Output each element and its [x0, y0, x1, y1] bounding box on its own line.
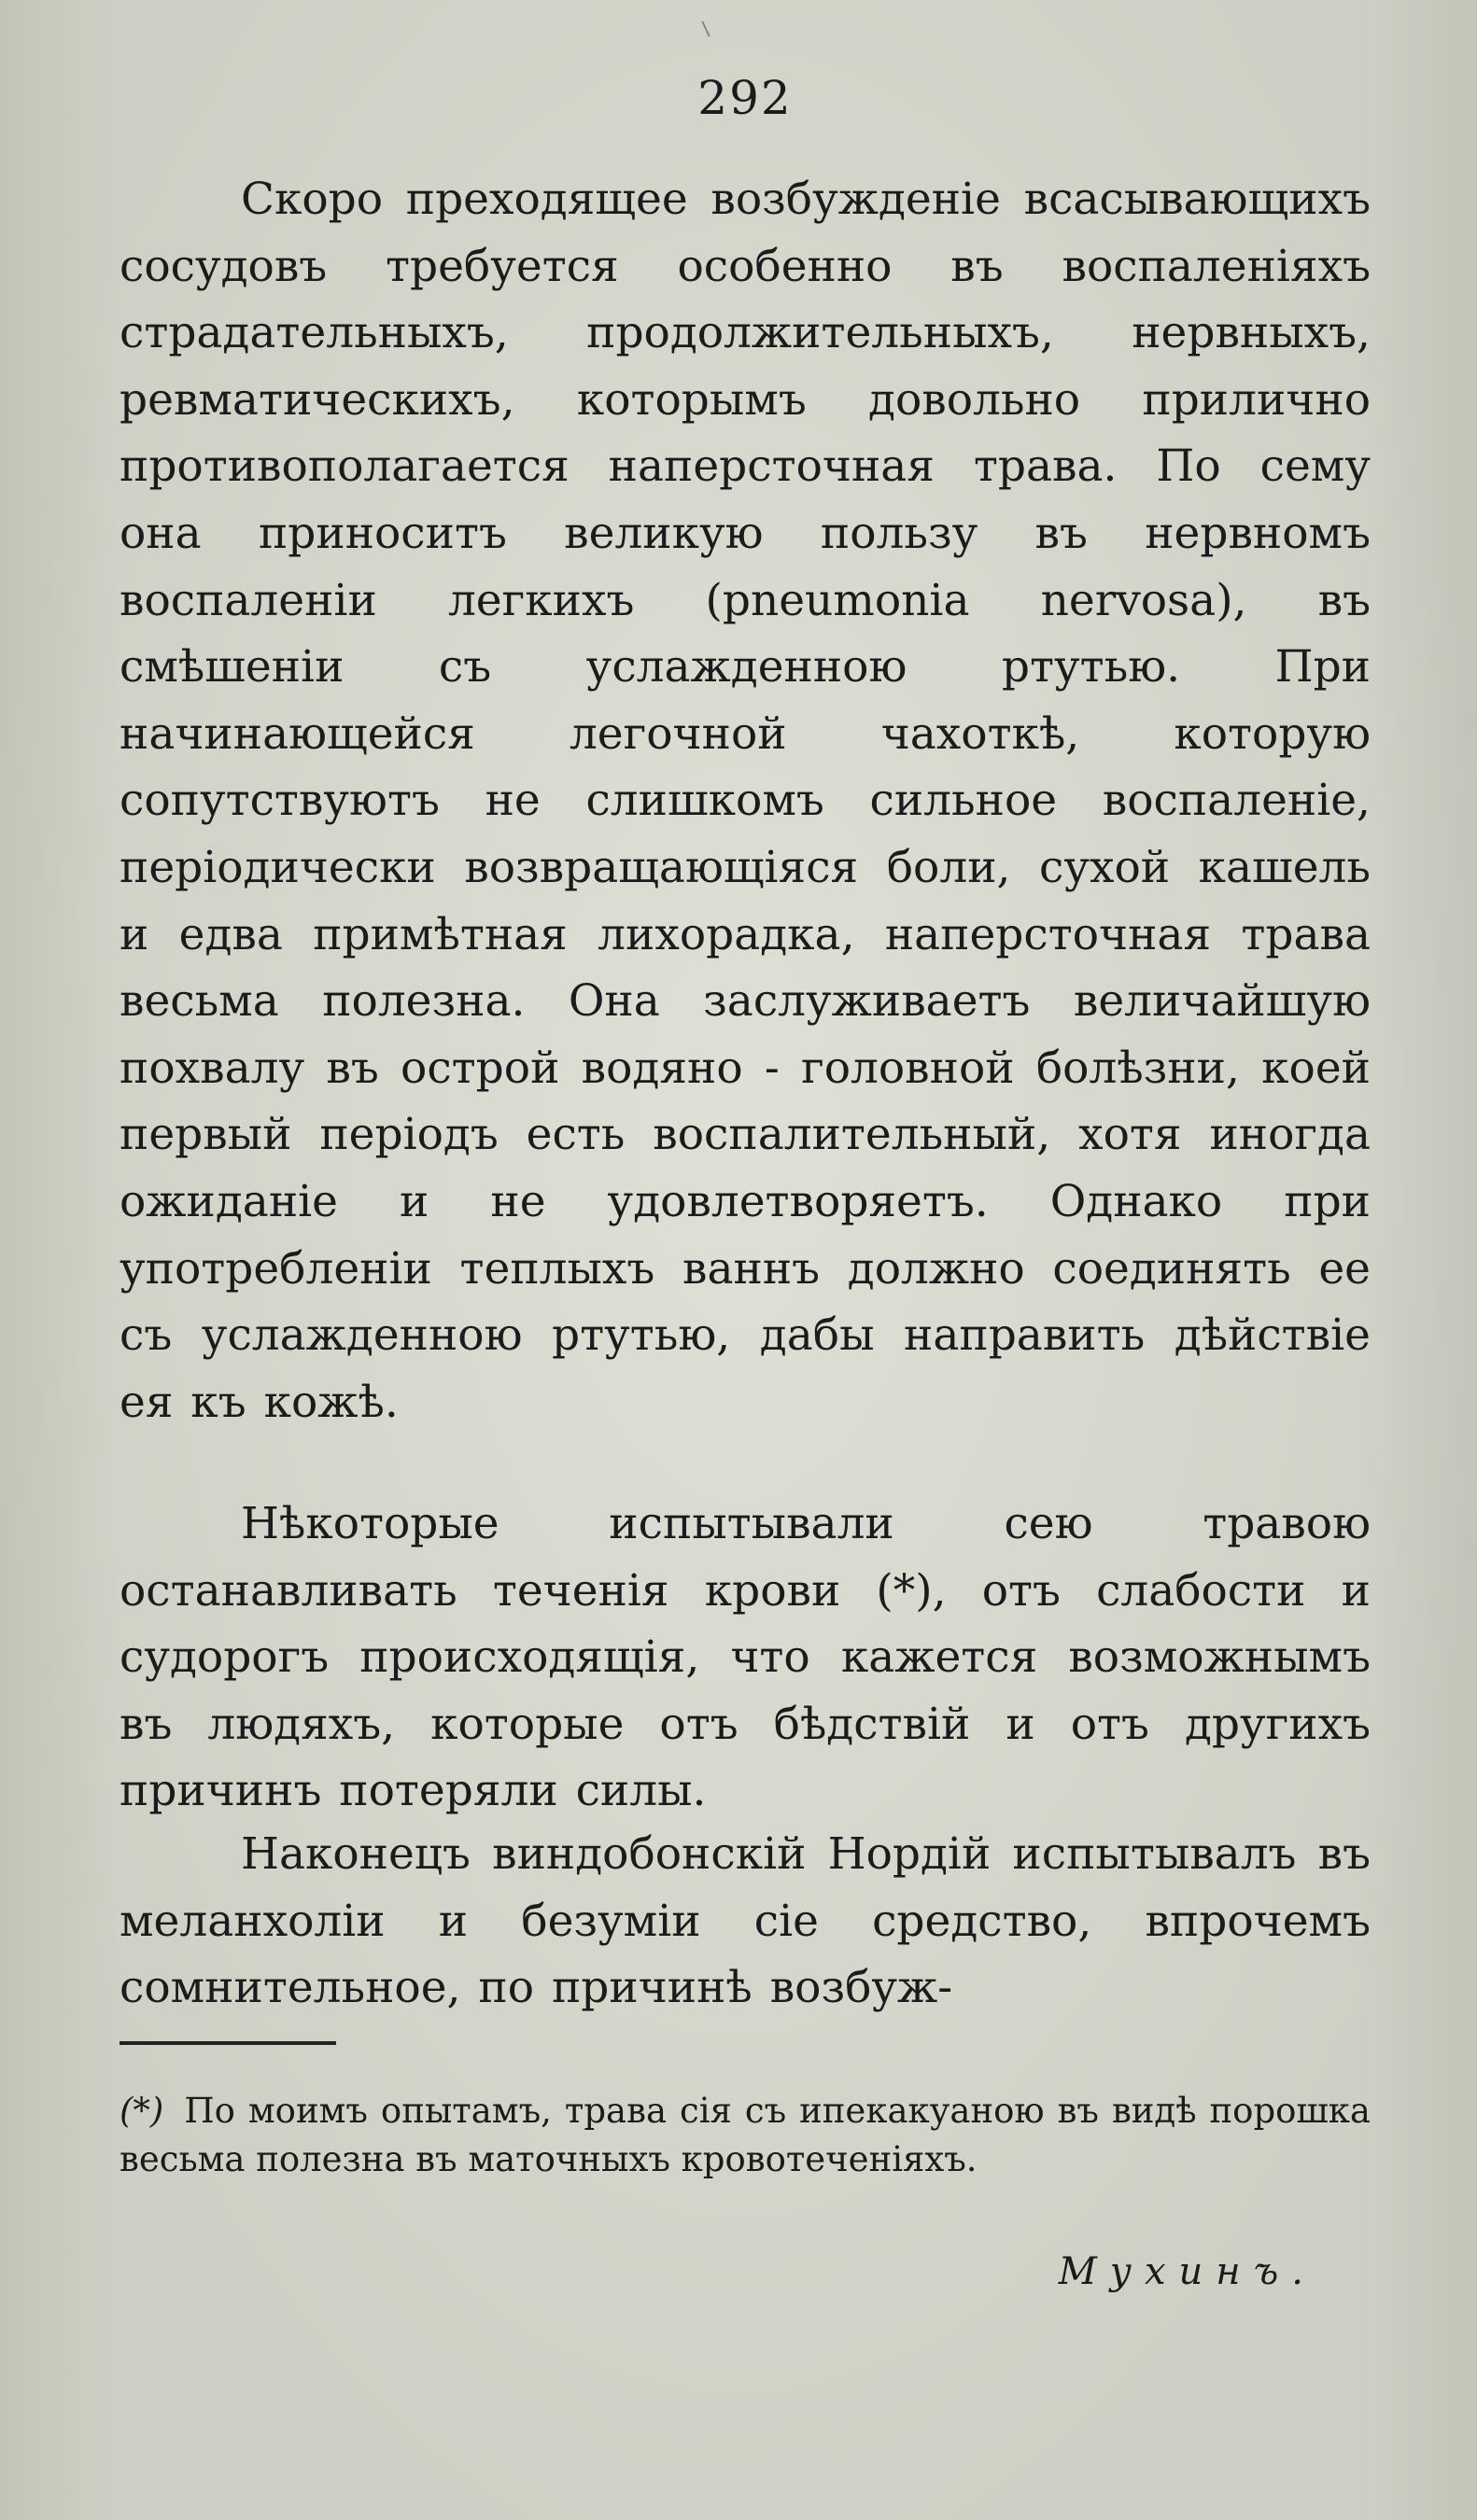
- body-paragraph: Наконецъ виндобонскій Нордій испытывалъ въ меланхоліи и безуміи сіе средство, впрочемъ сомнительное, по причинѣ возбуж-: [120, 1828, 1371, 2014]
- footnote-signature: Мухинъ.: [1058, 2250, 1316, 2293]
- footnote-marker: (*): [120, 2091, 164, 2131]
- footnote-text: По моимъ опытамъ, трава сія съ ипекакуаною въ видѣ порошка весьма полезна въ маточныхъ кровотеченіяхъ.: [120, 2091, 1371, 2179]
- stray-mark: [701, 21, 710, 36]
- footnote: [120, 2087, 1371, 2184]
- body-paragraph: Скоро преходящее возбужденіе всасывающихъ сосудовъ требуется особенно въ воспаленіяхъ страдательныхъ, продолжительныхъ, нервныхъ, ревматическихъ, которымъ довольно прилично противополагается наперсточная трава. По сему она приноситъ великую пользу въ нервномъ воспаленіи легкихъ (pneumonia nervosa), въ смѣшеніи съ услажденною ртутью. При начинающейся легочной чахоткѣ, которую сопутствуютъ не слишкомъ сильное воспаленіе, періодически возвращающіяся боли, сухой кашель и едва примѣтная лихорадка, наперсточная трава весьма полезна. Она заслуживаетъ величайшую похвалу въ острой водяно - головной болѣзни, коей первый періодъ есть воспалительный, хотя иногда ожиданіе и не удовлетворяетъ. Однако при употребленіи теплыхъ ваннъ должно соединять ее съ услажденною ртутью, дабы направить дѣйствіе ея къ кожѣ.: [120, 174, 1371, 1428]
- page-number: 292: [697, 71, 793, 125]
- body-paragraph: Нѣкоторые испытывали сею травою останавливать теченія крови (*), отъ слабости и судорогъ происходящія, что кажется возможнымъ въ людяхъ, которые отъ бѣдствій и отъ другихъ причинъ потеряли силы.: [120, 1498, 1371, 1817]
- footnote-divider: [120, 2041, 336, 2045]
